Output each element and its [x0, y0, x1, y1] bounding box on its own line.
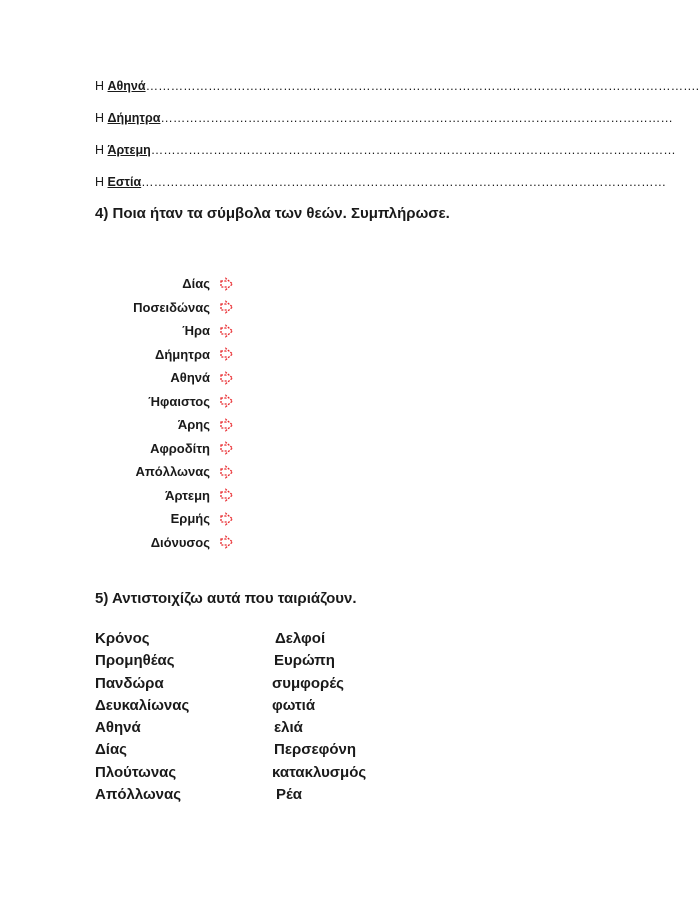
article: Η — [95, 111, 105, 125]
match-left-item[interactable]: Αθηνά — [95, 719, 141, 737]
gods-list — [60, 272, 250, 554]
answer-dots[interactable]: ……………………………………………………………………………………………………………… — [141, 175, 667, 189]
red-dashed-arrow-icon — [220, 512, 234, 526]
match-right-item[interactable]: συμφορές — [272, 674, 344, 692]
fill-line-athena — [95, 79, 699, 93]
article: Η — [95, 79, 105, 93]
red-dashed-arrow-icon — [220, 347, 234, 361]
god-name: Αθηνά — [170, 370, 210, 386]
red-dashed-arrow-icon — [220, 371, 234, 385]
red-dashed-arrow-icon — [220, 488, 234, 502]
red-dashed-arrow-icon — [220, 300, 234, 314]
section5-heading: 5) Αντιστοιχίζω αυτά που ταιριάζουν. — [95, 590, 357, 607]
god-row — [60, 413, 250, 437]
god-name: Άρης — [177, 417, 210, 433]
match-right-item[interactable]: φωτιά — [272, 696, 316, 714]
god-row — [60, 484, 250, 508]
god-name: Δίας — [182, 276, 210, 292]
god-name: Ποσειδώνας — [133, 299, 210, 315]
god-name: Ήρα — [182, 323, 210, 339]
fill-line-demeter — [95, 111, 673, 125]
match-left-item[interactable]: Προμηθέας — [95, 652, 175, 670]
god-name: Ερμής — [170, 511, 210, 527]
match-right-column — [272, 628, 366, 806]
god-name: Αφροδίτη — [150, 440, 210, 456]
article: Η — [95, 175, 105, 189]
fill-line-artemis — [95, 143, 676, 157]
goddess-name: Εστία — [107, 175, 142, 189]
match-right-item[interactable]: Περσεφόνη — [274, 741, 357, 759]
god-name: Άρτεμη — [165, 487, 210, 503]
match-right-item[interactable]: Ρέα — [276, 786, 302, 804]
match-left-item[interactable]: Πλούτωνας — [95, 763, 177, 781]
fill-line-hestia — [95, 175, 666, 189]
match-left-item[interactable]: Δίας — [95, 741, 127, 759]
match-left-item[interactable]: Κρόνος — [95, 630, 150, 647]
goddess-name: Αθηνά — [107, 79, 146, 93]
article: Η — [95, 143, 105, 157]
match-left-item[interactable]: Απόλλωνας — [95, 786, 182, 804]
god-name: Διόνυσος — [150, 534, 210, 550]
red-dashed-arrow-icon — [220, 441, 234, 455]
god-row — [60, 437, 250, 461]
red-dashed-arrow-icon — [220, 535, 234, 549]
god-row — [60, 390, 250, 414]
answer-dots[interactable]: ……………………………………………………………………………………………………………… — [150, 143, 676, 157]
god-row — [60, 366, 250, 390]
god-row — [60, 507, 250, 531]
red-dashed-arrow-icon — [220, 465, 234, 479]
match-right-item[interactable]: κατακλυσμός — [272, 763, 367, 781]
match-right-item[interactable]: ελιά — [274, 719, 303, 737]
god-row — [60, 272, 250, 296]
god-row — [60, 531, 250, 555]
match-right-item[interactable]: Δελφοί — [275, 630, 326, 647]
god-name: Δήμητρα — [154, 346, 210, 362]
red-dashed-arrow-icon — [220, 324, 234, 338]
match-left-item[interactable]: Δευκαλίωνας — [95, 696, 190, 714]
god-name: Απόλλωνας — [135, 464, 210, 480]
red-dashed-arrow-icon — [220, 277, 234, 291]
match-left-column — [95, 628, 189, 806]
goddess-name: Άρτεμη — [107, 143, 151, 157]
god-row — [60, 319, 250, 343]
god-row — [60, 460, 250, 484]
god-name: Ήφαιστος — [148, 393, 210, 409]
red-dashed-arrow-icon — [220, 418, 234, 432]
god-row — [60, 343, 250, 367]
god-row — [60, 296, 250, 320]
match-left-item[interactable]: Πανδώρα — [95, 674, 164, 692]
answer-dots[interactable]: ……………………………………………………………………………………………………………………. — [145, 79, 699, 93]
section4-heading: 4) Ποια ήταν τα σύμβολα των θεών. Συμπλήρωσε. — [95, 205, 450, 222]
match-right-item[interactable]: Ευρώπη — [274, 652, 335, 670]
answer-dots[interactable]: …………………………………………………………………………………………………………… — [160, 111, 673, 125]
goddess-name: Δήμητρα — [107, 111, 161, 125]
red-dashed-arrow-icon — [220, 394, 234, 408]
